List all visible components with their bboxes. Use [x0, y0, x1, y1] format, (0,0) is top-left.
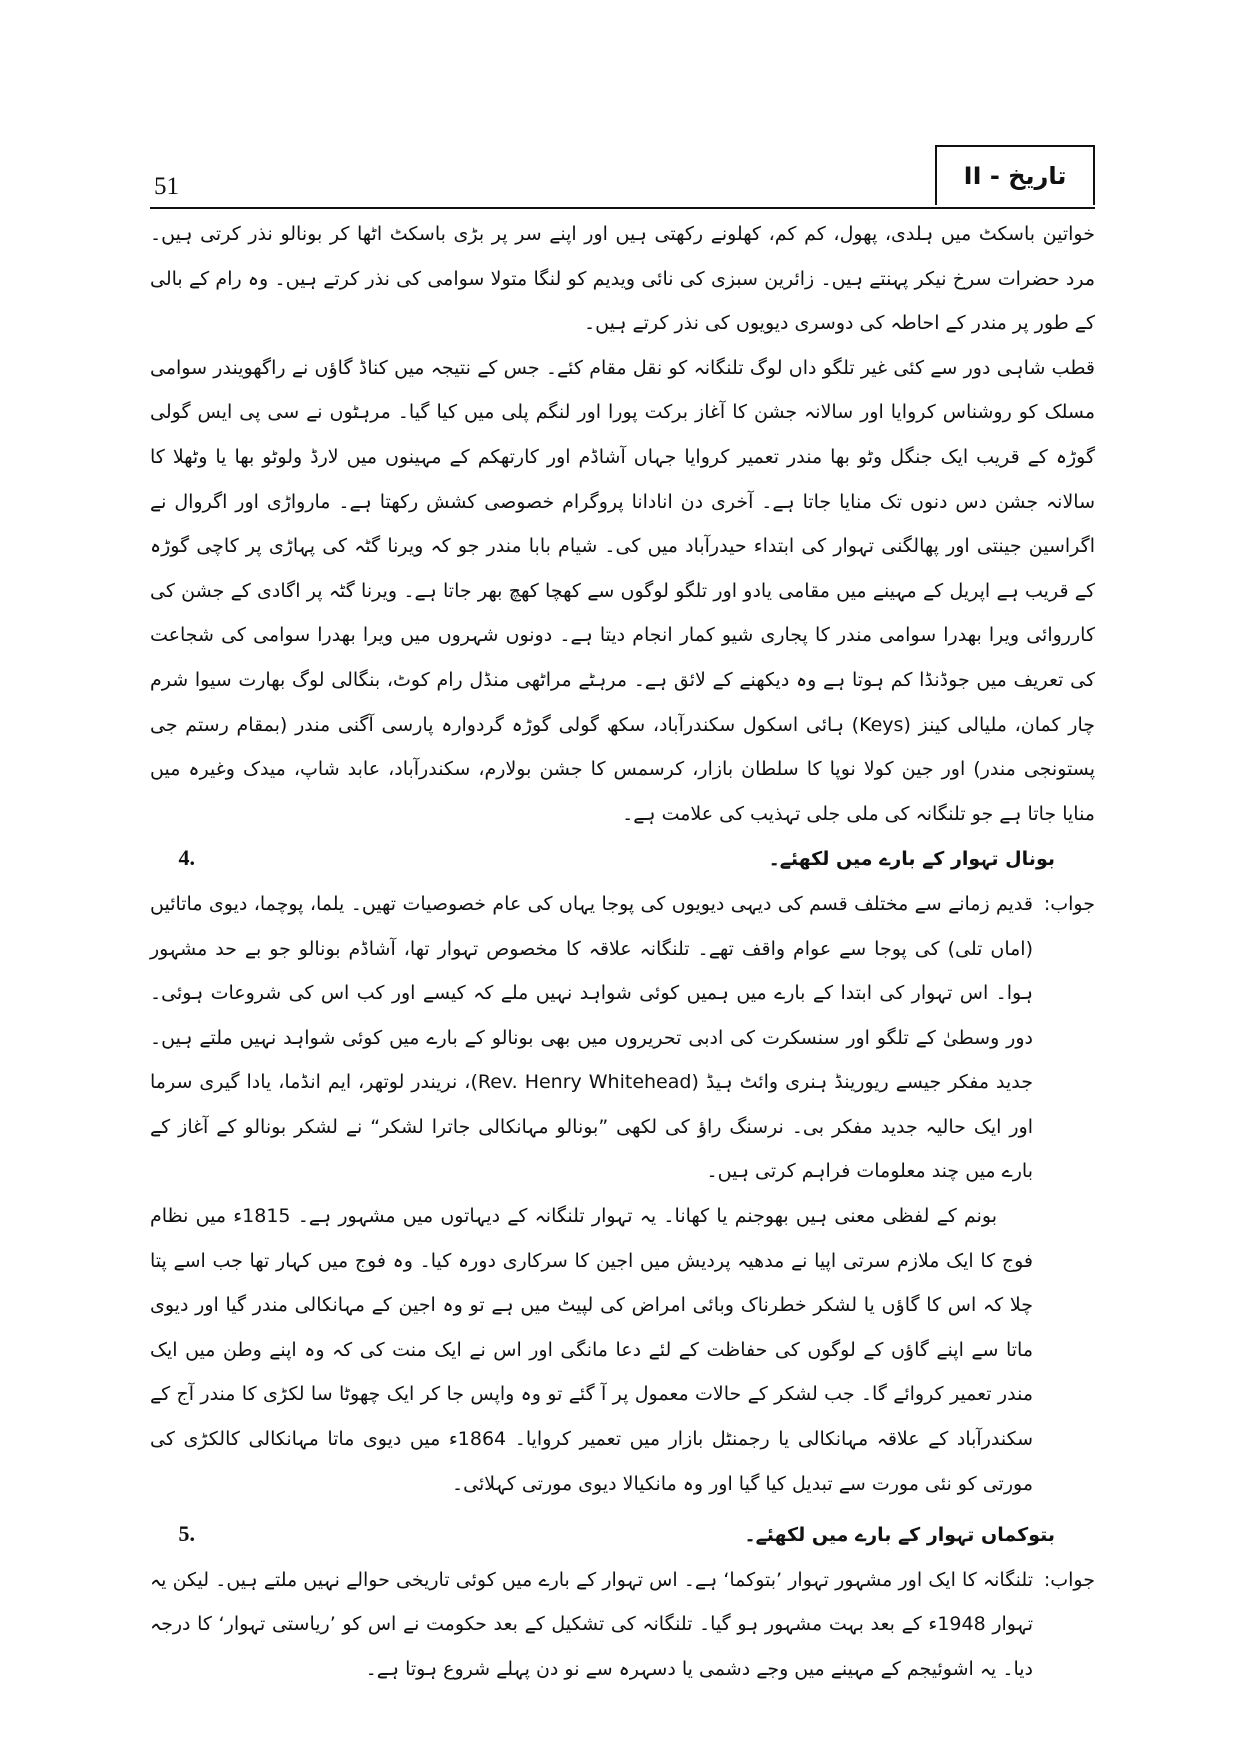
question-4-answer [150, 882, 1095, 1506]
intro-paragraph-1: خواتین باسکٹ میں ہلدی، پھول، کم کم، کھلونے رکھتی ہیں اور اپنے سر پر بڑی باسکٹ اٹھا کر بونالو نذر کرتی ہیں۔ مرد حضرات سرخ نیکر پہنتے ہیں۔ زائرین سبزی کی نائی ویدیم کو لنگا متولا سوامی کی نذر کرتے ہیں۔ وہ رام کے بالی کے طور پر مندر کے احاطہ کی دوسری دیویوں کی نذر کرتے ہیں۔ [150, 223, 1095, 335]
page-number: 51 [154, 173, 179, 200]
question-5-answer [150, 1558, 1095, 1692]
question-5-title: بتوکماں تہوار کے بارے میں لکھئے۔ [744, 1524, 1055, 1547]
question-5-heading [150, 1512, 1095, 1558]
answer-label: جواب: [1043, 892, 1095, 915]
intro-paragraph-2: قطب شاہی دور سے کئی غیر تلگو داں لوگ تلنگانہ کو نقل مقام کئے۔ جس کے نتیجہ میں کناڈ گاؤں نے راگھویندر سوامی مسلک کو روشناس کروایا اور سالانہ جشن کا آغاز برکت پورا اور لنگم پلی میں کیا گیا۔ مرہٹوں نے سی پی ایس گولی گوڑہ کے قریب ایک جنگل وٹو بھا مندر تعمیر کروایا جہاں آشاڈم اور کارتھکم کے مہینوں میں لارڈ ولوٹو بھا یا وٹھلا کا سالانہ جشن دس دنوں تک منایا جاتا ہے۔ آخری دن انادانا پروگرام خصوصی کشش رکھتا ہے۔ مارواڑی اور اگروال نے اگراسین جینتی اور پھالگنی تہوار کی ابتداء حیدرآباد میں کی۔ شیام بابا مندر جو کہ ویرنا گٹہ کی پہاڑی پر کاچی گوڑہ کے قریب ہے اپریل کے مہینے میں مقامی یادو اور تلگو لوگوں سے کھچا کھچ بھر جاتا ہے۔ ویرنا گٹہ پر اگادی کے جشن کی کارروائی ویرا بھدرا سوامی مندر کا پجاری شیو کمار انجام دیتا ہے۔ دونوں شہروں میں ویرا بھدرا سوامی کی شجاعت کی تعریف میں جوڈنڈا کم ہوتا ہے وہ دیکھنے کے لائق ہے۔ مرہٹے مراٹھی منڈل رام کوٹ، بنگالی لوگ بھارت سیوا شرم چار کمان، ملیالی کینز (Keys) ہائی اسکول سکندرآباد، سکھ گولی گوڑہ گردوارہ پارسی آگنی مندر (بمقام رستم جی پستونجی مندر) اور جین کولا نوپا کا سلطان بازار، کرسمس کا جشن بولارم، سکندرآباد، عابد شاپ، میدک وغیرہ میں منایا جاتا ہے جو تلنگانہ کی ملی جلی تہذیب کی علامت ہے۔ [150, 356, 1095, 825]
page-header [150, 145, 1095, 209]
answer-body [150, 1558, 1033, 1692]
page-body [150, 212, 1095, 1692]
question-4-number: 4. [178, 845, 195, 871]
question-5-number: 5. [178, 1521, 195, 1547]
answer-body [150, 882, 1033, 1506]
question-4-title: بونال تہوار کے بارے میں لکھئے۔ [768, 848, 1055, 871]
question-4-heading [150, 836, 1095, 882]
answer-5-paragraph-1: تلنگانہ کا ایک اور مشہور تہوار ’بتوکما‘ ہے۔ اس تہوار کے بارے میں کوئی تاریخی حوالے نہیں ملتے ہیں۔ لیکن یہ تہوار 1948ء کے بعد بہت مشہور ہو گیا۔ تلنگانہ کی تشکیل کے بعد حکومت نے اس کو ’ریاستی تہوار‘ کا درجہ دیا۔ یہ اشوئیجم کے مہینے میں وجے دشمی یا دسہرہ سے نو دن پہلے شروع ہوتا ہے۔ [150, 1568, 1034, 1680]
answer-label: جواب: [1043, 1568, 1095, 1591]
subject-title-box: تاریخ - II [935, 145, 1095, 205]
answer-4-paragraph-1: قدیم زمانے سے مختلف قسم کی دیہی دیویوں کی پوجا یہاں کی عام خصوصیات تھیں۔ یلما، پوچما، دیوی ماتائیں (اماں تلی) کی پوجا سے عوام واقف تھے۔ تلنگانہ علاقہ کا مخصوص تہوار تھا، آشاڈم بونالو جو بے حد مشہور ہوا۔ اس تہوار کی ابتدا کے بارے میں ہمیں کوئی شواہد نہیں ملے کہ کیسے اور کب اس کی شروعات ہوئی۔ دور وسطیٰ کے تلگو اور سنسکرت کی ادبی تحریروں میں بھی بونالو کے بارے میں کوئی شواہد نہیں ملتے ہیں۔ جدید مفکر جیسے ریورینڈ ہنری وائٹ ہیڈ (Rev. Henry Whitehead)، نریندر لوتھر، ایم انڈما، یادا گیری سرما اور ایک حالیہ جدید مفکر بی۔ نرسنگ راؤ کی لکھی ”بونالو مہانکالی جاترا لشکر“ نے لشکر بونالو کے آغاز کے بارے میں چند معلومات فراہم کرتی ہیں۔ [150, 892, 1034, 1183]
answer-4-paragraph-2: بونم کے لفظی معنی ہیں بھوجنم یا کھانا۔ یہ تہوار تلنگانہ کے دیہاتوں میں مشہور ہے۔ 1815ء میں نظام فوج کا ایک ملازم سرتی اپیا نے مدھیہ پردیش میں اجین کا سرکاری دورہ کیا۔ وہ فوج میں کہار تھا جب اسے پتا چلا کہ اس کا گاؤں یا لشکر خطرناک وبائی امراض کی لپیٹ میں ہے تو وہ اجین کے مہانکالی مندر گیا اور دیوی ماتا سے اپنے گاؤں کے لوگوں کی حفاظت کے لئے دعا مانگی اور اس نے ایک منت کی کہ وہ اپنے وطن میں ایک مندر تعمیر کروائے گا۔ جب لشکر کے حالات معمول پر آ گئے تو وہ واپس جا کر ایک چھوٹا سا لکڑی کا مندر آج کے سکندرآباد کے علاقہ مہانکالی یا رجمنٹل بازار میں تعمیر کروایا۔ 1864ء میں دیوی ماتا مہانکالی کالکڑی کی مورتی کو نئی مورت سے تبدیل کیا گیا اور وہ مانکیالا دیوی مورتی کہلائی۔ [150, 1205, 1033, 1495]
